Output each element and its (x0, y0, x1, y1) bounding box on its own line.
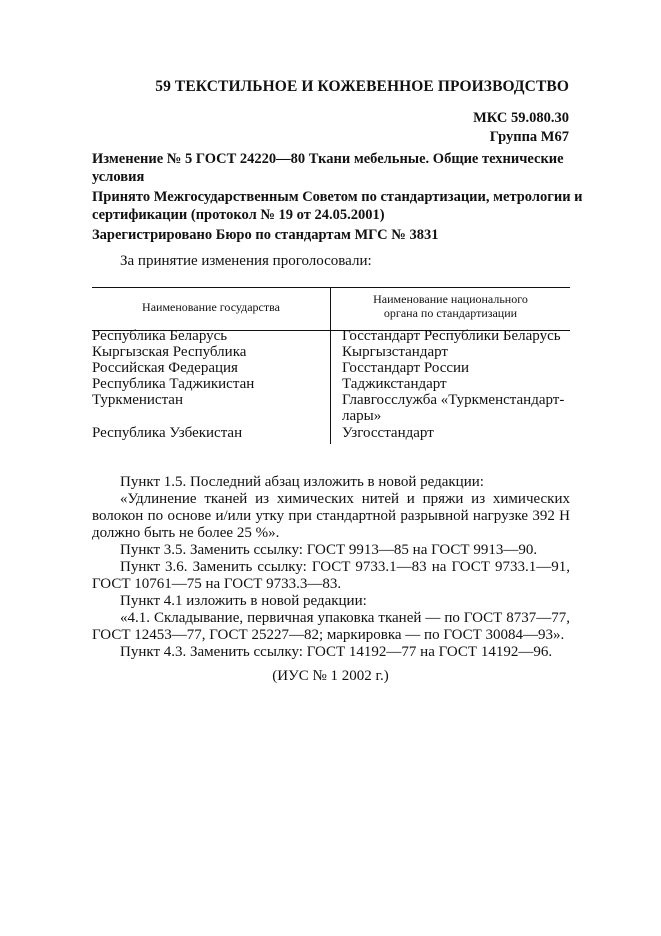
table-row-3-state: Российская Федерация (92, 360, 238, 376)
amendment-p4: Пункт 3.6. Заменить ссылку: ГОСТ 9733.1—83 на ГОСТ 9733.1—91, ГОСТ 10761—75 на ГОСТ 9733.3—83. (92, 559, 570, 592)
table-row-4-body: Таджикстандарт (342, 376, 447, 392)
table-row-6-state: Республика Узбекистан (92, 425, 243, 441)
table-row-5-body: Главгосслужба «Туркменстандарт- (342, 392, 565, 408)
table-row-5-state: Туркменистан (92, 392, 183, 408)
table-row-1-body: Госстандарт Республики Беларусь (342, 328, 561, 344)
group-code: Группа М67 (489, 129, 569, 145)
amendment-p5: Пункт 4.1 изложить в новой редакции: (120, 593, 367, 609)
table-row-1-state: Республика Беларусь (92, 328, 228, 344)
table-row-6-body: Узгосстандарт (342, 425, 434, 441)
amendment-p3: Пункт 3.5. Заменить ссылку: ГОСТ 9913—85 на ГОСТ 9913—90. (120, 542, 538, 558)
adopted-line-1: Принято Межгосударственным Советом по стандартизации, метрологии и (92, 189, 583, 205)
table-row-4-state: Республика Таджикистан (92, 376, 255, 392)
table-row-5-body-cont: лары» (342, 408, 382, 424)
amendment-p6: «4.1. Складывание, первичная упаковка тканей — по ГОСТ 8737—77, ГОСТ 12453—77, ГОСТ 25227—82; маркировка — по ГОСТ 30084—93». (92, 610, 570, 643)
adopted-line-2: сертификации (протокол № 19 от 24.05.2001) (92, 207, 385, 223)
voted-intro: За принятие изменения проголосовали: (120, 253, 372, 269)
table-row-2-state: Кыргызская Республика (92, 344, 247, 360)
mks-code: МКС 59.080.30 (473, 110, 569, 126)
title-line-2: условия (92, 169, 145, 185)
table-header-body-line-1: Наименование национального (373, 292, 528, 306)
table-row-2-body: Кыргызстандарт (342, 344, 448, 360)
table-top-border (92, 287, 570, 288)
amendment-p1: Пункт 1.5. Последний абзац изложить в новой редакции: (120, 474, 484, 490)
table-header-state: Наименование государства (142, 300, 280, 314)
table-header-body-line-2: органа по стандартизации (383, 306, 518, 320)
amendment-p7: Пункт 4.3. Заменить ссылку: ГОСТ 14192—77 на ГОСТ 14192—96. (120, 644, 553, 660)
table-row-3-body: Госстандарт России (342, 360, 470, 376)
title-line-1: Изменение № 5 ГОСТ 24220—80 Ткани мебельные. Общие технические (92, 151, 564, 167)
registered-line: Зарегистрировано Бюро по стандартам МГС № 3831 (92, 227, 439, 243)
section-header: 59 ТЕКСТИЛЬНОЕ И КОЖЕВЕННОЕ ПРОИЗВОДСТВО (155, 78, 569, 95)
amendment-p2: «Удлинение тканей из химических нитей и пряжи из химических волокон по основе и/или утку при стандартной разрывной нагрузке 392 Н должно быть не более 25 %». (92, 491, 570, 541)
ius-reference: (ИУС № 1 2002 г.) (272, 668, 389, 684)
